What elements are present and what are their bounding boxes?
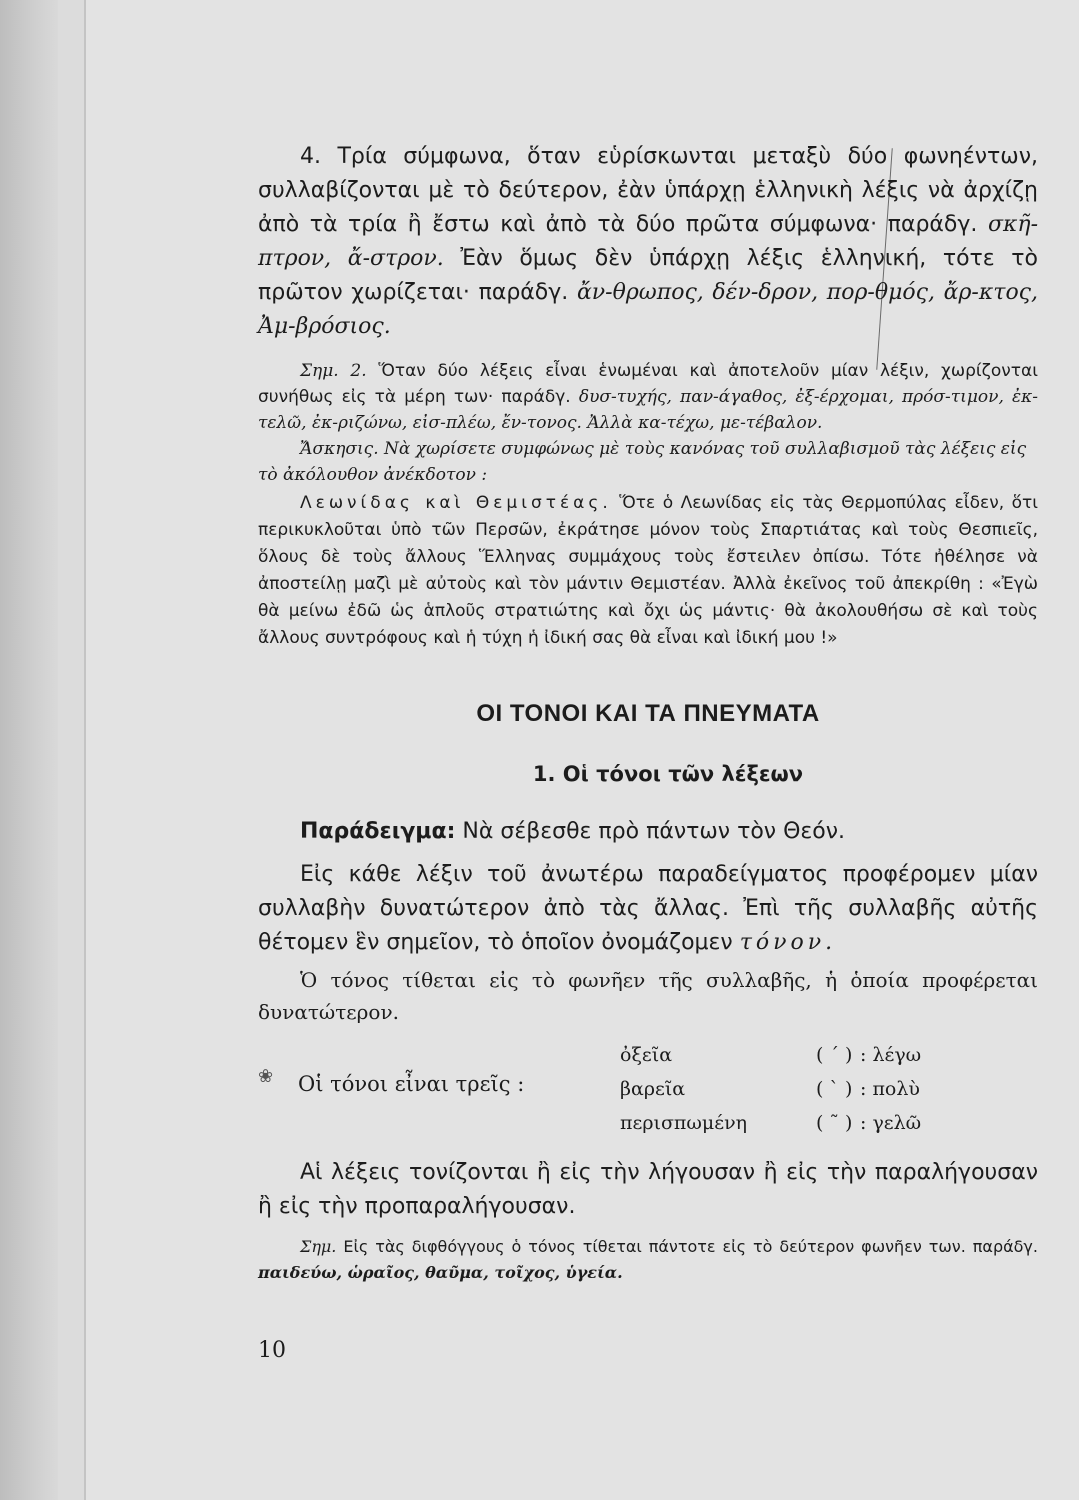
accent-name: περισπωμένη — [620, 1112, 748, 1134]
page-content — [258, 140, 1038, 1286]
note-contrast: Ἀλλὰ κα-τέχω, με-τέβαλον. — [587, 413, 823, 433]
paragraph-2: Ὁ τόνος τίθεται εἰς τὸ φωνῆεν τῆς συλλαβῆς, ἡ ὁποία προφέρεται δυνατώτερον. — [258, 968, 1038, 1024]
accent-name: ὀξεῖα — [620, 1044, 673, 1066]
exercise-label: Ἄσκησις. — [300, 439, 379, 459]
story-title: Λεωνίδας καὶ Θεμιστέας. — [300, 493, 612, 513]
accent-example: : γελῶ — [860, 1112, 922, 1134]
final-note-examples: παιδεύω, ὡραῖος, θαῦμα, τοῖχος, ὑγεία. — [258, 1263, 623, 1282]
note-label: Σημ. 2. — [300, 361, 367, 381]
accents-block — [258, 1038, 1038, 1138]
rule-examples-2: ἄν-θρωπος, δέν-δρον, πορ-θμός, ἄρ-κτος, Ἀμ-βρόσιος. — [258, 280, 1038, 339]
accent-name: βαρεῖα — [620, 1078, 686, 1100]
final-note-label: Σημ. — [300, 1237, 337, 1256]
story-text: Ὅτε ὁ Λεωνίδας εἰς τὰς Θερμοπύλας εἶδεν, ὅτι περικυκλοῦται ὑπὸ τῶν Περσῶν, ἐκράτησε μόνον τοὺς Σπαρτιάτας καὶ τοὺς Θεσπιεῖς, ὅλους δὲ τοὺς ἄλλους Ἕλληνας συμμάχους τοὺς ἔστειλεν ὀπίσω. Τότε ἠθέλησε νὰ ἀποστείλῃ μαζὶ μὲ αὐτοὺς καὶ τὸν μάντιν Θεμιστέαν. Ἀλλὰ ἐκεῖνος τοῦ ἀπεκρίθη : «Ἐγὼ θὰ μείνω ἐδῶ ὡς ἁπλοῦς στρατιώτης καὶ ὄχι ὡς μάντις· θὰ ἀκολουθήσω σὲ καὶ τοὺς ἄλλους συντρόφους καὶ ἡ τύχη ἡ ἰδική σας θὰ εἶναι καὶ ἰδική μου !» — [258, 493, 1038, 648]
accent-symbol: ( ῀ ) — [816, 1112, 853, 1134]
accent-symbol: ( ` ) — [816, 1078, 853, 1100]
note-text: Ὅταν δύο λέξεις εἶναι ἑνωμέναι καὶ ἀποτελοῦν μίαν λέξιν, χωρίζονται συνήθως εἰς τὰ μέρη των· παράδγ. — [258, 361, 1038, 407]
accents-table — [620, 1038, 921, 1140]
accent-example: : πολὺ — [860, 1078, 920, 1100]
example-line — [258, 816, 1038, 848]
scan-shadow — [0, 0, 58, 1500]
closing-paragraph: Αἱ λέξεις τονίζονται ἢ εἰς τὴν λήγουσαν ἢ εἰς τὴν παραλήγουσαν ἢ εἰς τὴν προπαραλήγουσαν. — [258, 1160, 1038, 1219]
note-2 — [258, 358, 1038, 436]
exercise-story — [258, 490, 1038, 652]
rule-text-2: Ἐὰν ὅμως δὲν ὑπάρχῃ λέξις ἑλληνική, τότε τὸ πρῶτον χωρίζεται· παράδγ. — [258, 246, 1038, 305]
example-label: Παράδειγμα: — [300, 819, 456, 844]
rule-text: Τρία σύμφωνα, ὅταν εὑρίσκωνται μεταξὺ δύο φωνηέντων, συλλαβίζονται μὲ τὸ δεύτερον, ἐὰν ὑπάρχῃ ἑλληνικὴ λέξις νὰ ἀρχίζῃ ἀπὸ τὰ τρία ἢ ἔστω καὶ ἀπὸ τὰ δύο πρῶτα σύμφωνα· παράδγ. — [258, 144, 1038, 237]
final-note — [258, 1234, 1038, 1286]
page-number: 10 — [258, 1338, 286, 1363]
accent-row — [620, 1106, 921, 1140]
example-text: Νὰ σέβεσθε πρὸ πάντων τὸν Θεόν. — [462, 819, 846, 844]
exercise-text: Νὰ χωρίσετε συμφώνως μὲ τοὺς κανόνας τοῦ συλλαβισμοῦ τὰς λέξεις εἰς τὸ ἀκόλουθον ἀνέκδοτον : — [258, 439, 1027, 485]
exercise-heading — [258, 436, 1038, 488]
accent-symbol: ( ΄ ) — [816, 1044, 853, 1066]
accent-row — [620, 1038, 921, 1072]
sub-title: 1. Οἱ τόνοι τῶν λέξεων — [532, 762, 804, 786]
note-examples: δυσ-τυχής, παν-άγαθος, ἐξ-έρχομαι, πρόσ-τιμον, ἐκ-τελῶ, ἐκ-ριζώνω, εἰσ-πλέω, ἔν-τονος. — [258, 387, 1038, 433]
final-note-text: Εἰς τὰς διφθόγγους ὁ τόνος τίθεται πάντοτε εἰς τὸ δεύτερον φωνῆεν των. παράδγ. — [343, 1237, 1038, 1256]
accents-intro: Οἱ τόνοι εἶναι τρεῖς : — [298, 1072, 525, 1096]
section-title: ΟΙ ΤΟΝΟΙ ΚΑΙ ΤΑ ΠΝΕΥΜΑΤΑ — [476, 700, 820, 727]
paragraph-1 — [258, 858, 1038, 960]
term-tonos: τόνον. — [739, 930, 837, 955]
accent-row — [620, 1072, 921, 1106]
rule-examples-1: σκῆ-πτρον, ἄ-στρον. — [258, 212, 1039, 271]
rule-4 — [258, 140, 1038, 344]
pencil-mark-icon: ❀ — [258, 1066, 274, 1087]
paragraph-1-text: Εἰς κάθε λέξιν τοῦ ἀνωτέρω παραδείγματος προφέρομεν μίαν συλλαβὴν δυνατώτερον ἀπὸ τὰς ἄλλας. Ἐπὶ τῆς συλλαβῆς αὐτῆς θέτομεν ἓν σημεῖον, τὸ ὁποῖον ὀνομάζομεν — [258, 862, 1038, 955]
rule-number: 4. — [300, 144, 321, 169]
accent-example: : λέγω — [860, 1044, 922, 1066]
